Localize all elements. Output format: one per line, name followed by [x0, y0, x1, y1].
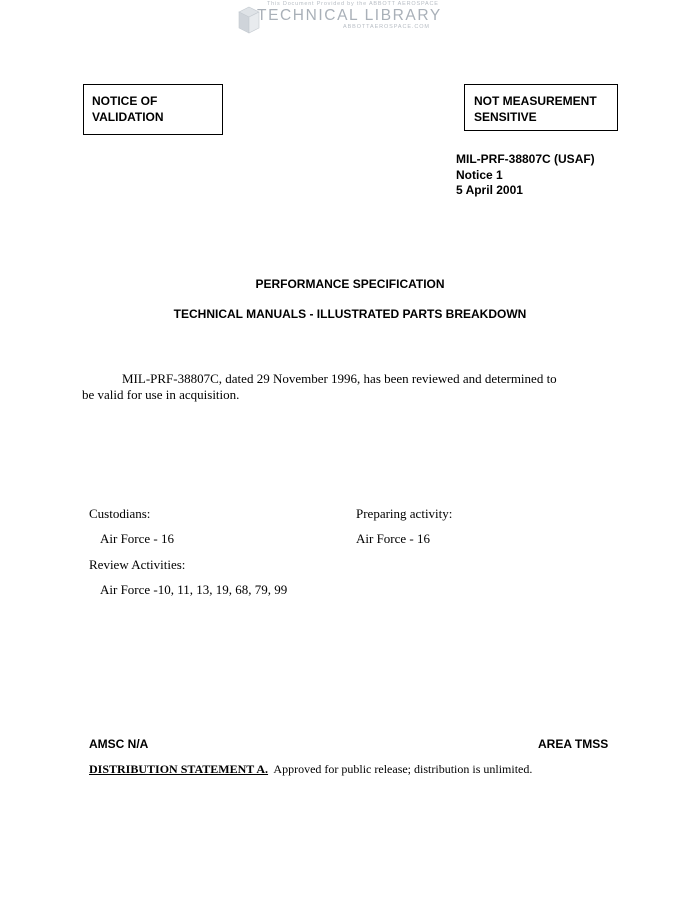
distribution-statement — [89, 762, 532, 777]
specification-type-heading: PERFORMANCE SPECIFICATION — [255, 277, 445, 291]
distribution-text: Approved for public release; distribution is unlimited. — [273, 762, 533, 776]
not-measurement-sensitive-box — [464, 84, 618, 131]
validation-paragraph — [82, 371, 622, 403]
watermark-title: TECHNICAL LIBRARY — [257, 7, 442, 24]
watermark-url: ABBOTTAEROSPACE.COM — [343, 24, 430, 30]
specification-title-heading: TECHNICAL MANUALS - ILLUSTRATED PARTS BREAKDOWN — [173, 307, 527, 321]
review-activities-label: Review Activities: — [89, 557, 186, 572]
notice-box-line2: VALIDATION — [92, 110, 164, 124]
measurement-box-line1: NOT MEASUREMENT — [474, 94, 597, 108]
document-number: MIL-PRF-38807C (USAF) — [456, 152, 595, 166]
paragraph-line-2: be valid for use in acquisition. — [82, 387, 240, 402]
preparing-activity-value: Air Force - 16 — [356, 531, 431, 546]
review-activities-value: Air Force -10, 11, 13, 19, 68, 79, 99 — [100, 582, 288, 597]
custodians-value: Air Force - 16 — [100, 531, 175, 546]
custodians-label: Custodians: — [89, 506, 151, 521]
document-identifier — [456, 152, 595, 199]
watermark-logo — [237, 1, 453, 37]
preparing-activity-label: Preparing activity: — [356, 506, 453, 521]
area-code: AREA TMSS — [538, 737, 609, 751]
notice-of-validation-box — [83, 84, 223, 135]
notice-number: Notice 1 — [456, 167, 503, 182]
distribution-label: DISTRIBUTION STATEMENT A. — [89, 762, 269, 776]
measurement-box-line2: SENSITIVE — [474, 110, 537, 124]
paragraph-line-1: MIL-PRF-38807C, dated 29 November 1996, has been reviewed and determined to — [122, 371, 557, 386]
amsc-code: AMSC N/A — [89, 737, 149, 751]
notice-box-line1: NOTICE OF — [92, 94, 158, 108]
watermark-provider: This Document Provided by the ABBOTT AEROSPACE — [267, 1, 439, 7]
notice-date: 5 April 2001 — [456, 183, 523, 197]
